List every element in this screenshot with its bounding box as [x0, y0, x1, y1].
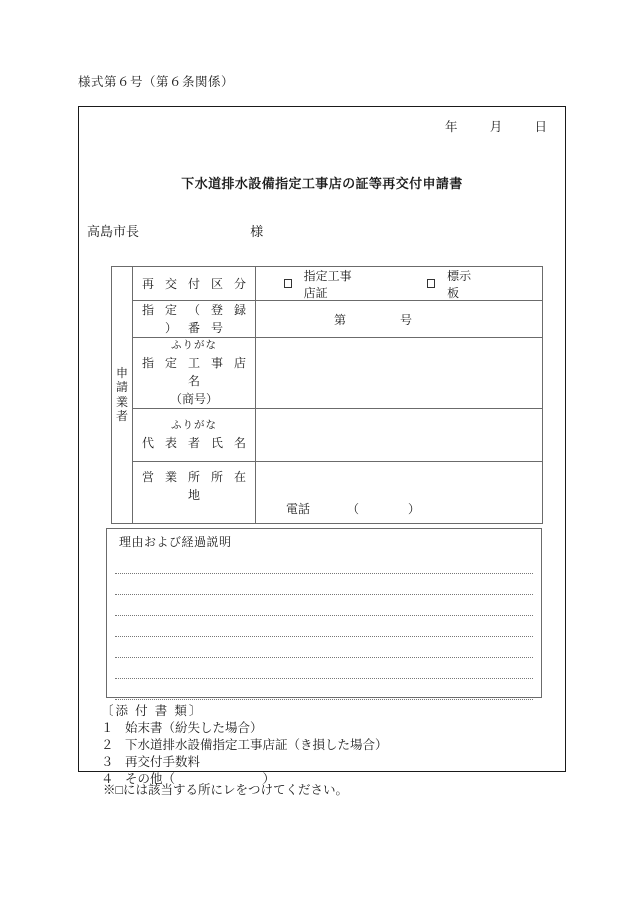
vertical-char-3: 業: [115, 394, 128, 409]
attachment-text: 下水道排水設備指定工事店証（き損した場合）: [125, 738, 388, 752]
attachment-text: 始末書（紛失した場合）: [125, 721, 263, 735]
checkbox-signboard[interactable]: [427, 279, 435, 288]
row-label-registration-number: [133, 301, 256, 338]
number-prefix: 第: [334, 312, 347, 327]
label-sub-text: （商号）: [169, 391, 218, 406]
applicant-vertical-label: [112, 267, 133, 524]
attachment-text: 再交付手数料: [125, 755, 201, 769]
shop-name-value[interactable]: [256, 338, 543, 409]
reason-line: [115, 637, 533, 658]
furigana-label: ふりがな: [171, 340, 217, 351]
label-text: 再 交 付 区 分: [141, 276, 250, 291]
addressee-line: [87, 221, 263, 240]
vertical-char-2: 請: [115, 380, 128, 395]
addressee-name: 高島市長: [87, 224, 140, 239]
label-text: 代 表 者 氏 名: [141, 435, 250, 450]
date-year-label: 年: [444, 120, 458, 134]
addressee-honorific: 様: [250, 224, 264, 239]
date-day-label: 日: [534, 120, 547, 134]
table-row: [112, 267, 543, 301]
checkbox-designated-shop-certificate[interactable]: [284, 279, 292, 288]
table-row: [112, 408, 543, 461]
checkbox-label-designated-shop-certificate: 指定工事店証: [303, 268, 352, 300]
reason-box[interactable]: [106, 528, 542, 698]
office-address-value[interactable]: [256, 461, 543, 523]
form-outer-frame: [78, 106, 566, 786]
row-label-shop-name: [133, 338, 256, 409]
list-item: [101, 737, 388, 754]
reason-line: [115, 679, 533, 700]
telephone-line: [286, 500, 420, 517]
furigana-label: ふりがな: [171, 419, 217, 431]
attachment-index: １: [101, 721, 114, 735]
list-item: [101, 720, 388, 737]
registration-number-value[interactable]: [256, 301, 543, 338]
date-line: [445, 117, 547, 135]
reason-line: [115, 595, 533, 616]
telephone-paren-close: ）: [408, 501, 421, 516]
vertical-char-1: 申: [115, 366, 128, 381]
label-text: 指 定 （ 登 録 ） 番 号: [141, 303, 250, 335]
attachment-index: ３: [101, 755, 114, 769]
reissue-category-value: [256, 267, 543, 301]
reason-write-lines: [115, 553, 533, 700]
footnote-note: ※□には該当する所にレをつけてください。: [103, 783, 349, 797]
applicant-table: [111, 266, 543, 524]
number-suffix: 号: [400, 312, 413, 327]
checkbox-label-signboard: 標示板: [447, 268, 472, 300]
label-text: 営 業 所 所 在 地: [141, 469, 250, 502]
row-label-representative-name: [133, 408, 256, 461]
form-number: 様式第６号（第６条関係）: [78, 75, 235, 89]
vertical-char-4: 者: [115, 409, 128, 424]
document-title: 下水道排水設備指定工事店の証等再交付申請書: [181, 176, 463, 191]
attachment-text: その他（ ）: [125, 772, 276, 786]
row-label-office-address: [133, 461, 256, 523]
table-row: [112, 338, 543, 409]
label-text: 指 定 工 事 店 名: [141, 355, 250, 388]
telephone-paren-open: （: [347, 501, 360, 516]
attachment-index: ２: [101, 738, 114, 752]
reason-line: [115, 616, 533, 637]
table-row: [112, 301, 543, 338]
attachment-index: ４: [101, 772, 114, 786]
representative-name-value[interactable]: [256, 408, 543, 461]
list-item: [101, 754, 388, 771]
row-label-reissue-category: [133, 267, 256, 301]
telephone-label: 電話: [286, 501, 311, 516]
attachment-list: [101, 703, 388, 788]
attachment-heading: 〔添 付 書 類〕: [101, 704, 204, 718]
reason-line: [115, 553, 533, 574]
reason-title: 理由および経過説明: [119, 535, 232, 549]
reason-line: [115, 658, 533, 679]
date-month-label: 月: [489, 120, 503, 134]
table-row: [112, 461, 543, 523]
reason-line: [115, 574, 533, 595]
